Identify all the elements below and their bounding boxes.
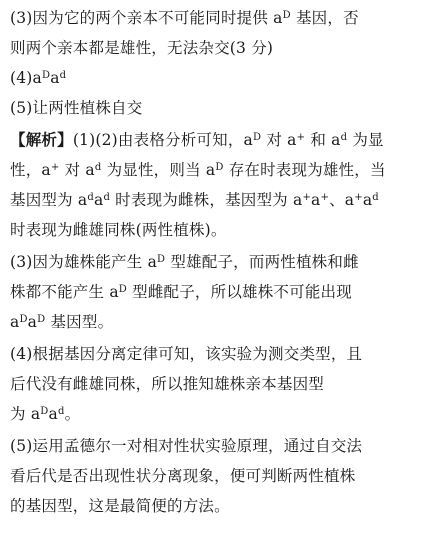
- analysis-heading: 【解析】: [10, 130, 73, 149]
- analysis-line-1: 【解析】(1)(2)由表格分析可知，$a^D$ 对 a+ 和 $a^d$ 为显: [10, 130, 384, 149]
- analysis-5-line-3: 的基因型，这是最简便的方法。: [10, 497, 230, 515]
- analysis-4-line-1: (4)根据基因分离定律可知，该实验为测交类型，且: [10, 345, 363, 363]
- analysis-3-line-3: $a^Da^D$ 基因型。: [10, 313, 114, 331]
- analysis-4-line-2: 后代没有雌雄同株，所以推知雄株亲本基因型: [10, 375, 325, 393]
- answer-4: $(4)a^Da^d$: [10, 69, 67, 87]
- analysis-line-3: 基因型为 $a^da^d$ 时表现为雌株，基因型为 a+a+、$a^+a^d$: [10, 191, 379, 209]
- answer-5: (5)让两性植株自交: [10, 99, 143, 117]
- analysis-3-line-1: (3)因为雄株能产生 $a^D$ 型雄配子，而两性植株和雌: [10, 253, 359, 271]
- analysis-5-line-1: (5)运用孟德尔一对相对性状实验原理，通过自交法: [10, 437, 363, 455]
- answer-3-line-2: 则两个亲本都是雄性，无法杂交(3 分): [10, 39, 274, 57]
- analysis-5-line-2: 看后代是否出现性状分离现象，便可判断两性植株: [10, 467, 356, 485]
- analysis-line-4: 时表现为雌雄同株(两性植株)。: [10, 221, 227, 239]
- answer-3-line-1: (3)因为它的两个亲本不可能同时提供 $a^D$ 基因，否: [10, 9, 359, 27]
- analysis-3-line-2: 株都不能产生 $a^D$ 型雌配子，所以雄株不可能出现: [10, 283, 352, 301]
- analysis-line-2: 性，a+ 对 $a^d$ 为显性，则当 $a^D$ 存在时表现为雄性，当: [10, 161, 386, 179]
- analysis-4-line-3: 为 $a^Da^d$。: [10, 405, 81, 423]
